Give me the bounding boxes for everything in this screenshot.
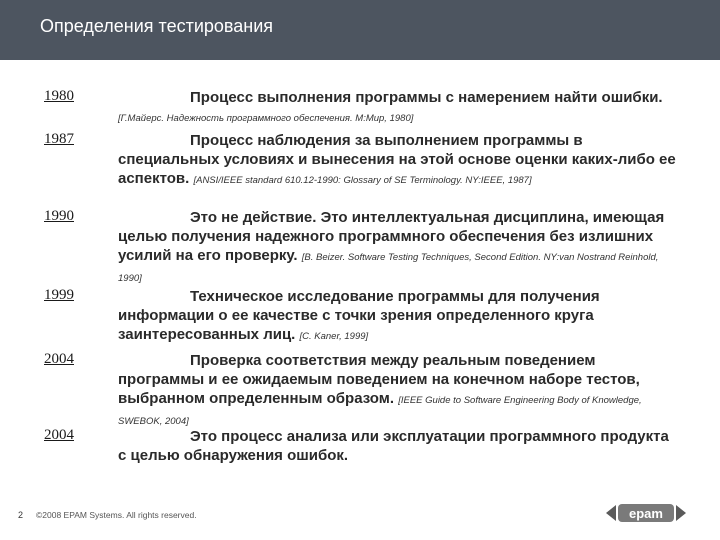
- svg-text:epam: epam: [629, 506, 663, 521]
- definition-text: Это не действие. Это интеллектуальная дисциплина, имеющая целью получения надежного программного обеспечения без излишних усилий на его проверку.: [118, 209, 665, 264]
- entry-year: 1980: [44, 88, 74, 104]
- entry-text: [118, 287, 678, 346]
- citation: [Г.Майерс. Надежность программного обеспечения. М:Мир, 1980]: [118, 113, 414, 124]
- copyright-text: ©2008 EPAM Systems. All rights reserved.: [36, 510, 197, 520]
- entry-text: [118, 88, 678, 128]
- definition-text: Техническое исследование программы для получения информации о ее качестве с точки зрения определенного круга заинтересованных лиц.: [118, 288, 600, 343]
- header-bar: [0, 0, 720, 60]
- entry-year: 1987: [44, 131, 74, 147]
- entry-year: 2004: [44, 427, 74, 443]
- page-number: 2: [18, 510, 24, 520]
- page-title: Определения тестирования: [40, 16, 274, 36]
- citation: [B. Beizer. Software Testing Techniques, Second Edition. NY:van Nostrand Reinhold, 1990]: [118, 252, 659, 284]
- entry-text: [118, 131, 678, 190]
- entry-text: [118, 351, 678, 431]
- definition-text: Процесс выполнения программы с намерением найти ошибки.: [190, 89, 663, 106]
- entry-year: 1999: [44, 287, 74, 303]
- definition-text: Процесс наблюдения за выполнением программы в специальных условиях и вынесения на этой основе оценки каких-либо ее аспектов.: [118, 132, 676, 187]
- citation: [ANSI/IEEE standard 610.12-1990: Glossary of SE Terminology. NY:IEEE, 1987]: [193, 175, 532, 186]
- entry-text: [118, 427, 678, 465]
- entry-text: [118, 208, 678, 288]
- definition-text: Это процесс анализа или эксплуатации программного продукта с целью обнаружения ошибок.: [118, 428, 669, 464]
- citation: [IEEE Guide to Software Engineering Body of Knowledge, SWEBOK, 2004]: [118, 395, 642, 427]
- entry-year: 1990: [44, 208, 74, 224]
- entry-year: 2004: [44, 351, 74, 367]
- definition-text: Проверка соответствия между реальным поведением программы и ее ожидаемым поведением на конечном наборе тестов, выбранном определенным образом.: [118, 352, 640, 407]
- citation: [C. Kaner, 1999]: [299, 331, 369, 342]
- epam-logo: [606, 502, 686, 524]
